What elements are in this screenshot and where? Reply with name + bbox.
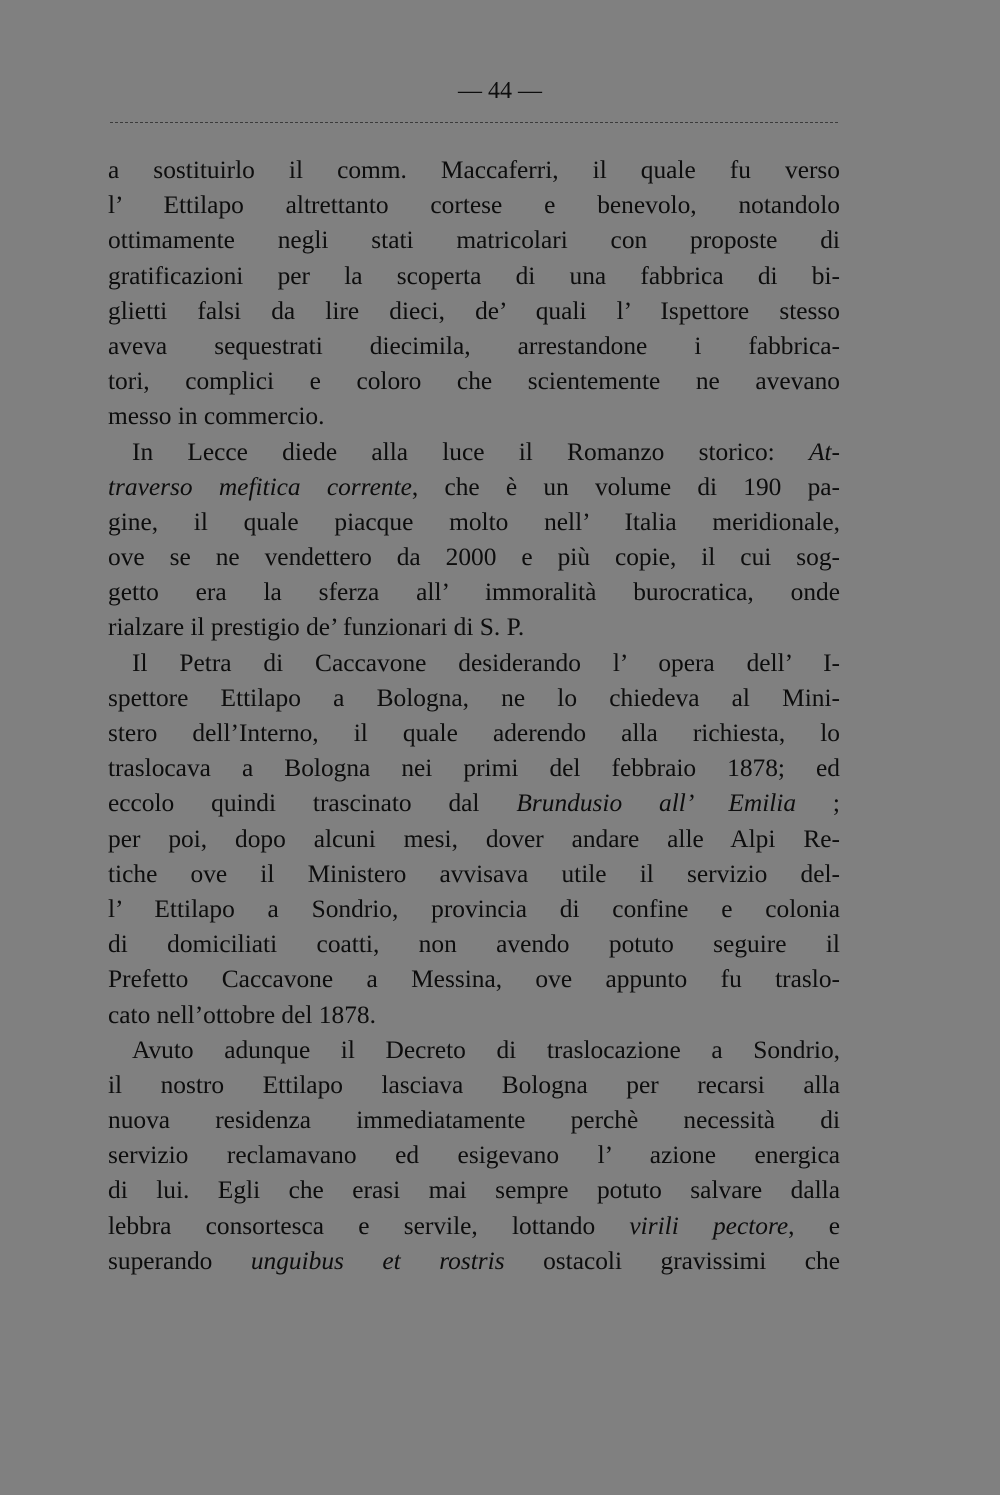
text-run: il nostro Ettilapo lasciava Bologna per recarsi alla	[108, 1070, 840, 1099]
text-run: aveva sequestrati diecimila, arrestandone i fabbrica-	[108, 331, 840, 360]
text-line	[108, 505, 840, 540]
italic-text: traverso mefitica corrente	[108, 472, 412, 501]
text-line	[108, 610, 840, 645]
text-line	[108, 575, 840, 610]
text-run: Il Petra di Caccavone desiderando l’ opera dell’ I-	[132, 648, 840, 677]
text-run: traslocava a Bologna nei primi del febbraio 1878; ed	[108, 754, 840, 783]
text-run: lebbra consortesca e servile, lottando	[108, 1211, 630, 1240]
italic-text: At-	[808, 437, 840, 466]
text-line	[108, 435, 840, 470]
text-run: tori, complici e coloro che scientemente ne avevano	[108, 367, 840, 396]
text-line	[108, 153, 840, 188]
text-run: di lui. Egli che erasi mai sempre potuto salvare dalla	[108, 1176, 840, 1205]
text-line	[108, 1103, 840, 1138]
text-run: nuova residenza immediatamente perchè necessità di	[108, 1106, 840, 1135]
text-line	[108, 646, 840, 681]
text-line	[108, 223, 840, 258]
text-line	[108, 1244, 840, 1279]
text-line	[108, 470, 840, 505]
text-run: stero dell’Interno, il quale aderendo alla richiesta, lo	[108, 719, 840, 747]
text-run: glietti falsi da lire dieci, de’ quali l’ Ispettore stesso	[108, 296, 840, 325]
text-run: di domiciliati coatti, non avendo potuto seguire il	[108, 930, 840, 959]
text-run: servizio reclamavano ed esigevano l’ azione energica	[108, 1141, 840, 1170]
text-line	[108, 188, 840, 223]
text-run: messo in commercio.	[108, 402, 325, 431]
text-run: ove se ne vendettero da 2000 e più copie, il cui sog-	[108, 543, 840, 572]
text-line	[108, 822, 840, 857]
text-run: , e	[788, 1211, 840, 1240]
text-run: In Lecce diede alla luce il Romanzo storico:	[132, 437, 809, 466]
text-run: gine, il quale piacque molto nell’ Italia meridionale,	[108, 507, 840, 536]
text-run: ottimamente negli stati matricolari con proposte di	[108, 226, 840, 255]
text-run: l’ Ettilapo a Sondrio, provincia di confine e colonia	[108, 894, 840, 923]
text-run: rialzare il prestigio de’ funzionari di S. P.	[108, 613, 525, 642]
italic-text: virili pectore	[629, 1211, 789, 1240]
italic-text: unguibus et rostris	[250, 1246, 505, 1275]
text-run: , che è un volume di 190 pa-	[411, 472, 841, 501]
italic-text: Brundusio all’ Emilia	[516, 789, 797, 818]
text-run: per poi, dopo alcuni mesi, dover andare alle Alpi Re-	[108, 824, 840, 853]
body-text	[108, 153, 840, 1279]
text-line	[108, 998, 840, 1033]
text-run: ;	[796, 789, 840, 818]
text-line	[108, 786, 840, 821]
text-line	[108, 259, 840, 294]
header-rule	[110, 122, 838, 123]
text-line	[108, 716, 840, 751]
text-run: tiche ove il Ministero avvisava utile il servizio del-	[108, 859, 840, 888]
text-run: cato nell’ottobre del 1878.	[108, 1000, 376, 1029]
text-run: getto era la sferza all’ immoralità burocratica, onde	[108, 578, 840, 607]
text-run: ostacoli gravissimi che	[504, 1246, 841, 1275]
text-line	[108, 1033, 840, 1068]
text-line	[108, 751, 840, 786]
text-run: a sostituirlo il comm. Maccaferri, il quale fu verso	[108, 156, 840, 184]
text-line	[108, 857, 840, 892]
text-line	[108, 399, 840, 434]
text-run: l’ Ettilapo altrettanto cortese e benevolo, notandolo	[108, 191, 840, 220]
page-number: — 44 —	[458, 78, 542, 104]
text-run: gratificazioni per la scoperta di una fabbrica di bi-	[108, 261, 840, 290]
text-line	[108, 1138, 840, 1173]
text-line	[108, 364, 840, 399]
text-line	[108, 1068, 840, 1103]
text-run: spettore Ettilapo a Bologna, ne lo chiedeva al Mini-	[108, 683, 840, 712]
text-line	[108, 1173, 840, 1208]
text-run: Prefetto Caccavone a Messina, ove appunto fu traslo-	[108, 965, 840, 994]
text-line	[108, 540, 840, 575]
text-line	[108, 294, 840, 329]
text-line	[108, 892, 840, 927]
text-line	[108, 927, 840, 962]
text-run: Avuto adunque il Decreto di traslocazione a Sondrio,	[132, 1035, 840, 1064]
text-run: superando	[108, 1246, 251, 1275]
text-line	[108, 329, 840, 364]
text-line	[108, 681, 840, 716]
text-run: eccolo quindi trascinato dal	[108, 789, 517, 818]
text-line	[108, 1209, 840, 1244]
text-line	[108, 962, 840, 997]
